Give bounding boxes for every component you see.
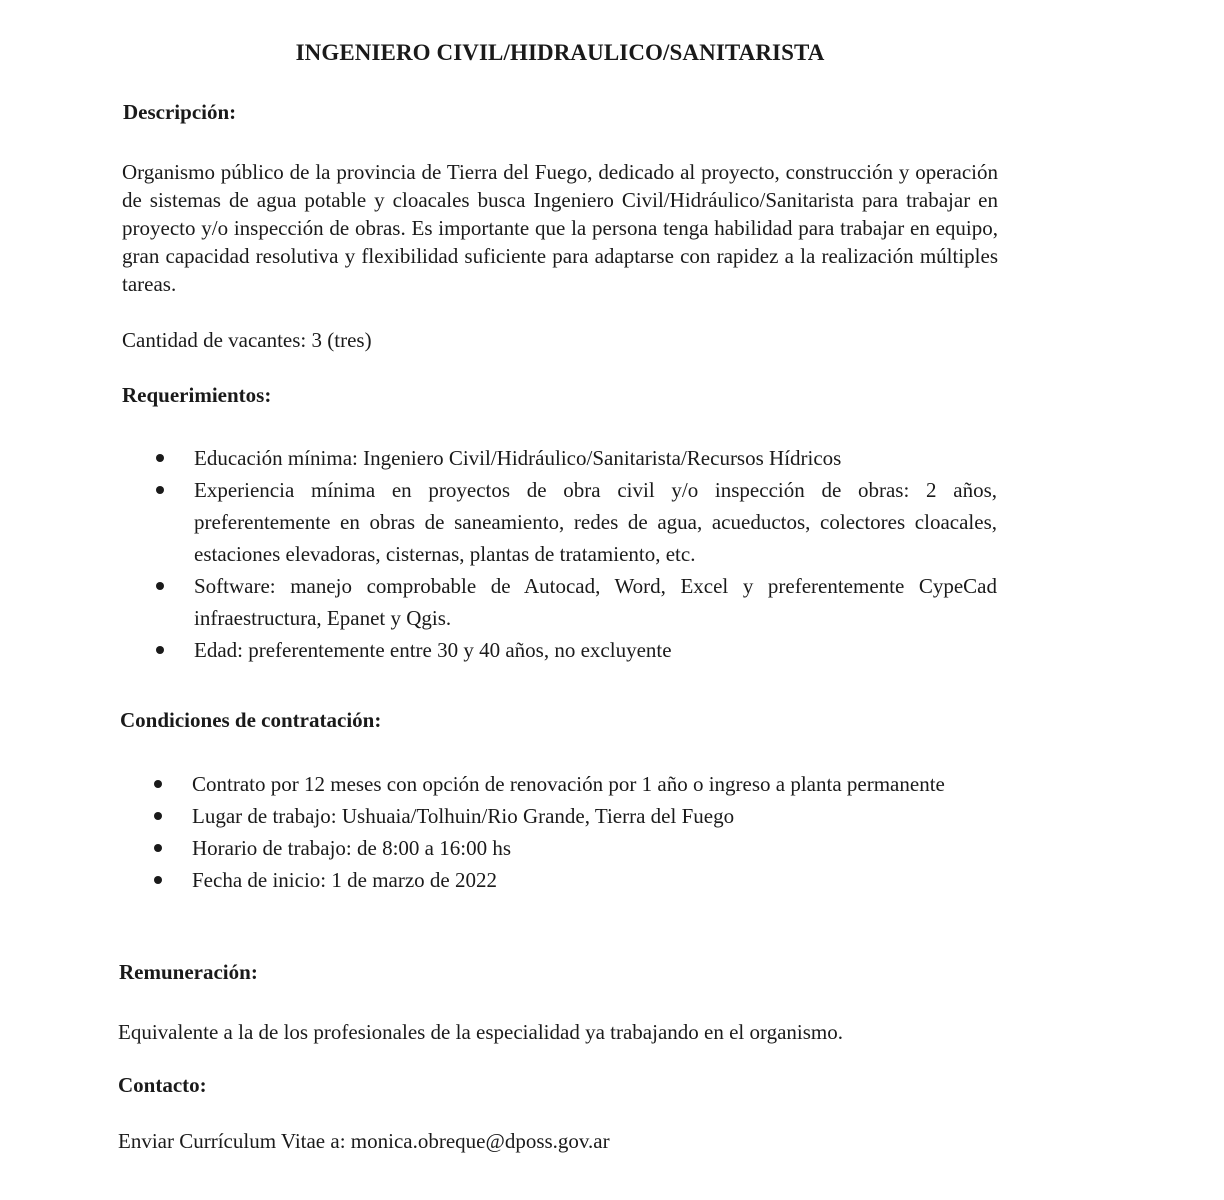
bullet-dot-icon [154,876,162,884]
list-item [122,474,997,570]
list-item-text: Experiencia mínima en proyectos de obra civil y/o inspección de obras: 2 años, preferentemente en obras de saneamiento, redes de agua, acueductos, colectores cloacales, estaciones elevadoras, cisternas, plantas de tratamiento, etc. [194,478,997,566]
bullet-dot-icon [156,646,164,654]
list-item [122,570,997,634]
contacto-heading: Contacto: [118,1073,207,1097]
vacantes-text: Cantidad de vacantes: 3 (tres) [122,328,372,352]
condiciones-list [120,768,995,896]
list-item-text: Edad: preferentemente entre 30 y 40 años, no excluyente [194,638,672,662]
list-item [120,768,995,800]
list-item-text: Educación mínima: Ingeniero Civil/Hidráulico/Sanitarista/Recursos Hídricos [194,446,842,470]
list-item-text: Contrato por 12 meses con opción de renovación por 1 año o ingreso a planta permanente [192,772,945,796]
contacto-body: Enviar Currículum Vitae a: monica.obreque@dposs.gov.ar [118,1129,610,1153]
bullet-dot-icon [156,582,164,590]
bullet-dot-icon [154,780,162,788]
requerimientos-heading: Requerimientos: [122,383,272,407]
list-item-text: Horario de trabajo: de 8:00 a 16:00 hs [192,836,511,860]
bullet-dot-icon [154,812,162,820]
list-item-text: Lugar de trabajo: Ushuaia/Tolhuin/Rio Grande, Tierra del Fuego [192,804,735,828]
descripcion-body: Organismo público de la provincia de Tierra del Fuego, dedicado al proyecto, construcción y operación de sistemas de agua potable y cloacales busca Ingeniero Civil/Hidráulico/Sanitarista para trabajar en proyecto y/o inspección de obras. Es importante que la persona tenga habilidad para trabajar en equipo, gran capacidad resolutiva y flexibilidad suficiente para adaptarse con rapidez a la realización múltiples tareas. [122,160,998,296]
document-title: INGENIERO CIVIL/HIDRAULICO/SANITARISTA [295,40,825,65]
list-item-text: Software: manejo comprobable de Autocad, Word, Excel y preferentemente CypeCad infraestructura, Epanet y Qgis. [194,574,997,630]
list-item [120,864,995,896]
list-item [122,442,997,474]
bullet-dot-icon [156,486,164,494]
list-item-text: Fecha de inicio: 1 de marzo de 2022 [192,868,497,892]
descripcion-heading: Descripción: [123,100,237,124]
list-item [120,832,995,864]
list-item [120,800,995,832]
requerimientos-list [122,442,997,666]
remuneracion-heading: Remuneración: [119,960,258,984]
condiciones-heading: Condiciones de contratación: [120,708,382,732]
bullet-dot-icon [156,454,164,462]
list-item [122,634,997,666]
remuneracion-body: Equivalente a la de los profesionales de la especialidad ya trabajando en el organismo. [118,1020,844,1044]
bullet-dot-icon [154,844,162,852]
